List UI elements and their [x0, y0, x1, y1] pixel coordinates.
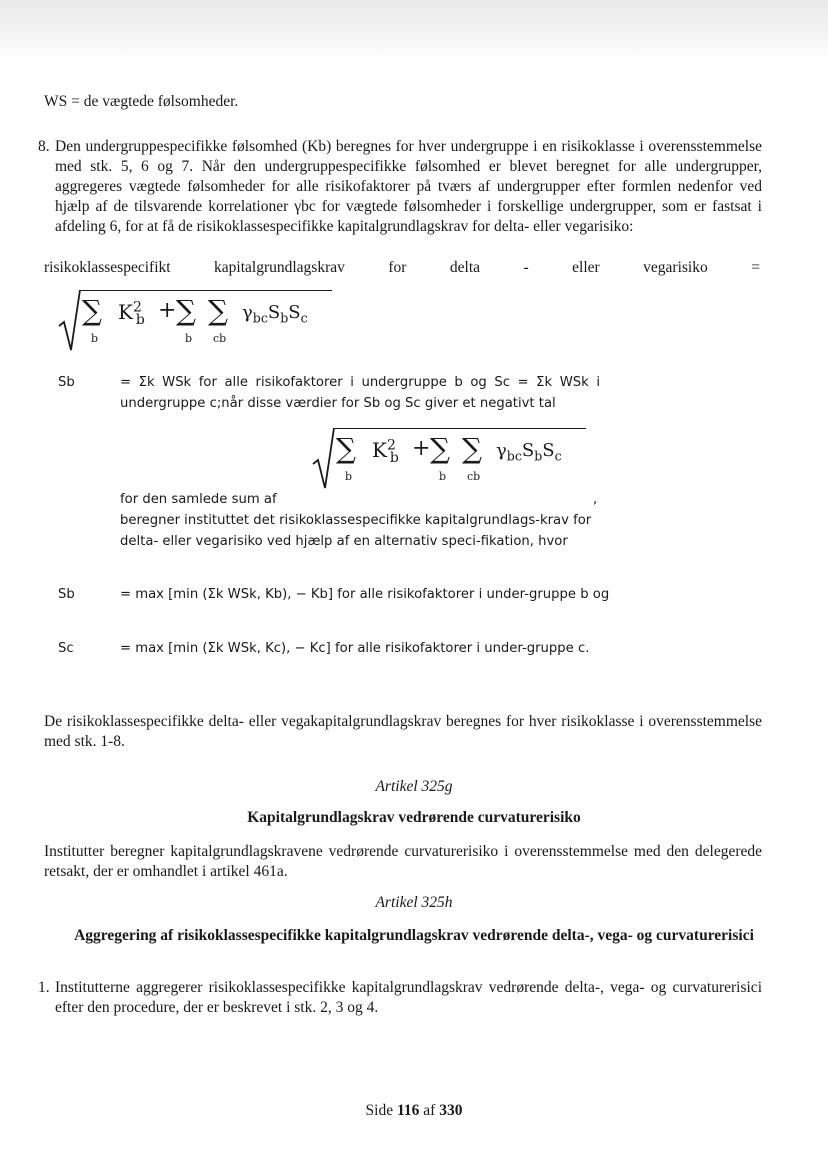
sum-index: cb: [213, 332, 227, 345]
formula-word: eller: [572, 259, 600, 276]
footer-total-pages: 330: [439, 1102, 463, 1119]
gamma-term: γ: [242, 302, 253, 323]
formula-word: -: [523, 259, 529, 276]
article-325h-item-text: Institutterne aggregerer risikoklassespecifikke kapitalgrundlagskrav vedrørende delta-, vega- og curvaturerisici efter den procedure, der er beskrevet i stk. 2, 3 og 4.: [55, 979, 762, 1016]
sum-index: b: [91, 332, 99, 345]
formula-word: vegarisiko: [643, 259, 708, 276]
k-term: K: [372, 438, 387, 462]
sum-symbol: ∑: [462, 432, 482, 465]
radical-sign-icon: [312, 426, 336, 490]
footer-page-number: 116: [396, 1102, 420, 1119]
sb2-text: = max [min (Σk WSk, Kb), − Kb] for alle risikofaktorer i under-gruppe b og: [120, 587, 610, 602]
article-325h-label: Artikel 325h: [375, 894, 453, 911]
sb2-label: Sb: [58, 587, 75, 602]
formula-word: delta: [449, 259, 481, 276]
sb-text: = Σk WSk for alle risikofaktorer i undergruppe b og Sc = Σk WSk i undergruppe c;når disse værdier for Sb og Sc giver et negativt tal: [120, 375, 600, 411]
gamma-term: γ: [496, 440, 507, 461]
formula-1: ∑ b $K^2_b$ + ∑ b ∑ cb $\gamma_{bc}S_bS_c$: [58, 288, 338, 358]
sum-index: b: [439, 470, 447, 483]
article-325g-text: Institutter beregner kapitalgrundlagskravene vedrørende curvaturerisiko i overensstemmelse med den delegerede retsakt, der er omhandlet i artikel 461a.: [44, 843, 762, 880]
sum-symbol: ∑: [430, 432, 450, 465]
footer-of-label: af: [423, 1102, 436, 1119]
article-325h-title: Aggregering af risikoklassespecifikke kapitalgrundlagskrav vedrørende delta-, vega- og curvaturerisici: [74, 927, 754, 944]
sum-symbol: ∑: [176, 294, 196, 327]
sum-index: b: [185, 332, 193, 345]
sum-index: cb: [467, 470, 481, 483]
article-325g-title: Kapitalgrundlagskrav vedrørende curvaturerisiko: [247, 809, 581, 826]
footer-side-label: Side: [365, 1102, 394, 1119]
article-325h-item-number: 1.: [38, 979, 50, 996]
formula-2: ∑ b $K^2_b$ + ∑ b ∑ cb $\gamma_{bc}S_bS_c$: [312, 426, 592, 496]
para8-text: Den undergruppespecifikke følsomhed (Kb) beregnes for hver undergruppe i en risikoklasse i overensstemmelse med stk. 5, 6 og 7. Når den undergruppespecifikke følsomhed er blevet beregnet for alle undergrupper, aggregeres vægtede følsomheder for alle risikofaktorer på tværs af undergrupper efter formlen nedenfor ved hjælp af de tilsvarende korrelationer γbc for vægtede følsomheder i forskellige undergrupper, som er fastsat i afdeling 6, for at få de risikoklassespecifikke kapitalgrundlagskrav for delta- eller vegarisiko:: [55, 138, 762, 235]
alt-text: beregner instituttet det risikoklassespecifikke kapitalgrundlags-krav for delta- eller vegarisiko ved hjælp af en alternativ speci-fikation, hvor: [120, 513, 592, 549]
formula-word: =: [751, 259, 760, 276]
plus-sign: +: [412, 436, 431, 461]
ws-definition: WS = de vægtede følsomheder.: [44, 93, 239, 110]
sc-label: Sc: [58, 641, 74, 656]
sum-symbol: ∑: [336, 432, 356, 465]
page-footer: [0, 1101, 828, 1121]
article-325g-label: Artikel 325g: [375, 778, 453, 795]
sum-symbol: ∑: [208, 294, 228, 327]
para8-number: 8.: [38, 138, 50, 155]
sum-index: b: [345, 470, 353, 483]
plus-sign: +: [158, 298, 177, 323]
closing-paragraph: De risikoklassespecifikke delta- eller vegakapitalgrundlagskrav beregnes for hver risikoklasse i overensstemmelse med stk. 1-8.: [44, 713, 762, 750]
sum-comma: ,: [593, 492, 598, 507]
sum-text: for den samlede sum af: [120, 492, 277, 507]
sb-label: Sb: [58, 375, 75, 390]
k-term: K: [118, 300, 133, 324]
sum-symbol: ∑: [82, 294, 102, 327]
formula-word: risikoklassespecifikt: [44, 259, 171, 276]
radical-sign-icon: [58, 288, 82, 352]
formula-word: for: [388, 259, 407, 276]
sc-text: = max [min (Σk WSk, Kc), − Kc] for alle risikofaktorer i under-gruppe c.: [120, 641, 590, 656]
formula-word: kapitalgrundlagskrav: [214, 259, 345, 276]
formula-line: [44, 258, 760, 278]
